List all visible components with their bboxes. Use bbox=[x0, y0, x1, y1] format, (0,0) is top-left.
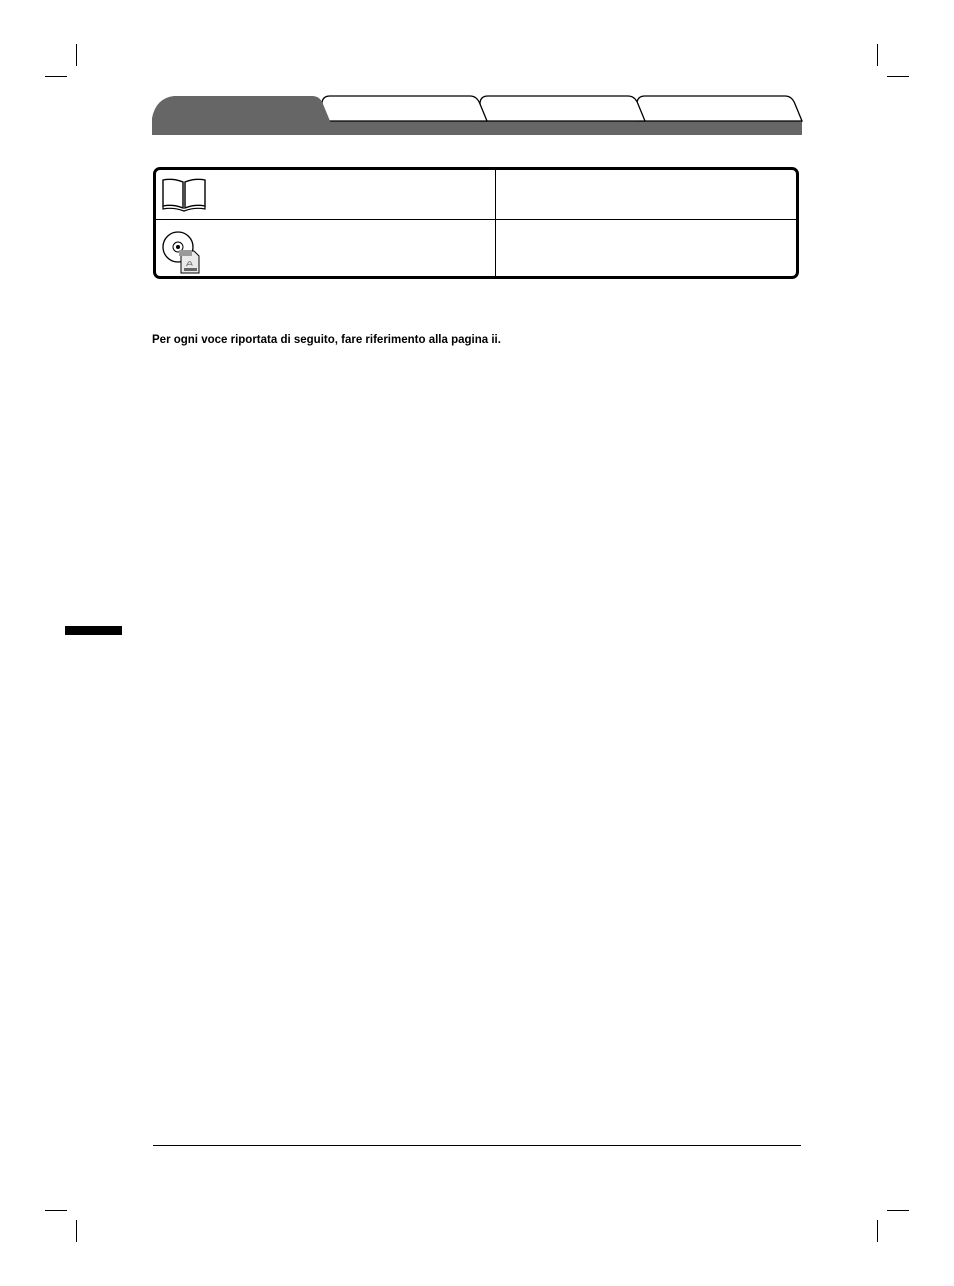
row-divider bbox=[156, 219, 796, 220]
tab-4[interactable] bbox=[637, 96, 802, 121]
crop-mark bbox=[45, 76, 67, 77]
crop-mark bbox=[45, 1210, 67, 1211]
tab-1-active[interactable] bbox=[152, 96, 330, 135]
tab-2[interactable] bbox=[322, 96, 487, 121]
footer-rule bbox=[153, 1145, 801, 1146]
book-icon bbox=[161, 176, 207, 212]
documentation-table bbox=[153, 167, 799, 279]
section-tabs bbox=[150, 92, 804, 137]
language-side-marker bbox=[65, 626, 122, 635]
crop-mark bbox=[877, 44, 878, 66]
crop-mark bbox=[887, 76, 909, 77]
crop-mark bbox=[76, 44, 77, 66]
crop-mark bbox=[76, 1220, 77, 1242]
reference-note: Per ogni voce riportata di seguito, fare riferimento alla pagina ii. bbox=[152, 334, 501, 346]
crop-mark bbox=[887, 1210, 909, 1211]
cd-pdf-icon bbox=[161, 227, 203, 275]
column-divider bbox=[495, 170, 496, 276]
tab-3[interactable] bbox=[480, 96, 645, 121]
crop-mark bbox=[877, 1220, 878, 1242]
